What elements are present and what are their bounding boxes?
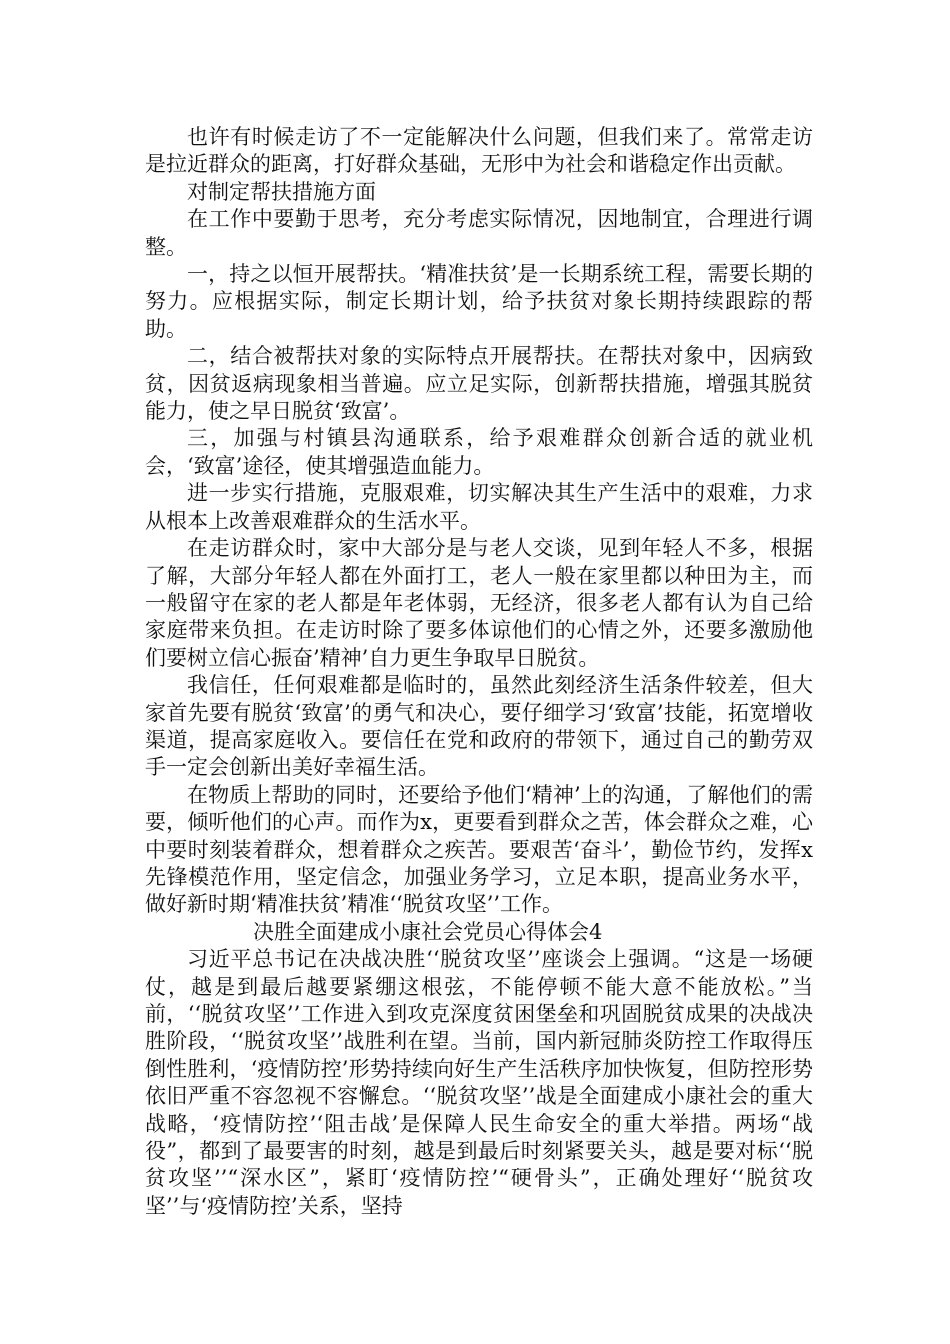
paragraph-spiritual-support: 在物质上帮助的同时，还要给予他们‘精神’上的沟通，了解他们的需要，倾听他们的心声。而作为x，更要看到群众之苦，体会群众之难，心中要时刻装着群众，想着群众之疾苦。要艰苦‘奋斗’，勤俭节约，发挥x先锋模范作用，坚定信念，加强业务学习，立足本职，提高业务水平，做好新时期‘精准扶贫’精准‘‘脱贫攻坚’’工作。 <box>145 782 813 917</box>
paragraph-confidence: 我信任，任何艰难都是临时的，虽然此刻经济生活条件较差，但大家首先要有脱贫‘致富’的勇气和决心，要仔细学习‘致富’技能，拓宽增收渠道，提高家庭收入。要信任在党和政府的带领下，通过自己的勤劳双手一定会创新出美好幸福生活。 <box>145 673 813 780</box>
section-heading-assistance-measures: 对制定帮扶措施方面 <box>187 179 376 204</box>
document-body <box>145 124 813 1220</box>
paragraph-decisive-battle: 习近平总书记在决战决胜‘‘脱贫攻坚’’座谈会上强调。“这是一场硬仗，越是到最后越要紧绷这根弦，不能停顿不能大意不能放松。”当前，‘‘脱贫攻坚’’工作进入到攻克深度贫困堡垒和巩固脱贫成果的决战决胜阶段，‘‘脱贫攻坚’’战胜利在望。当前，国内新冠肺炎防控工作取得压倒性胜利，‘疫情防控’形势持续向好生产生活秩序加快恢复，但防控形势依旧严重不容忽视不容懈怠。‘‘脱贫攻坚’’战是全面建成小康社会的重大战略，‘疫情防控’‘阻击战’是保障人民生命安全的重大举措。两场“战役”，都到了最要害的时刻，越是到最后时刻紧要关头，越是要对标‘‘脱贫攻坚’’“深水区”，紧盯‘疫情防控’“硬骨头”，正确处理好‘‘脱贫攻坚’’与‘疫情防控’关系，坚持 <box>145 947 813 1218</box>
paragraph-visit-contribution: 也许有时候走访了不一定能解决什么问题，但我们来了。常常走访是拉近群众的距离，打好群众基础，无形中为社会和谐稳定作出贡献。 <box>145 125 813 177</box>
article-title: 决胜全面建成小康社会党员心得体会4 <box>253 919 603 944</box>
paragraph-point-two: 二，结合被帮扶对象的实际特点开展帮扶。在帮扶对象中，因病致贫，因贫返病现象相当普遍。应立足实际，创新帮扶措施，增强其脱贫能力，使之早日脱贫‘致富’。 <box>145 344 813 424</box>
paragraph-point-one: 一，持之以恒开展帮扶。‘精准扶贫’是一长期系统工程，需要长期的努力。应根据实际，制定长期计划，给予扶贫对象长期持续跟踪的帮助。 <box>145 262 813 341</box>
paragraph-further-measures: 进一步实行措施，克服艰难，切实解决其生产生活中的艰难，力求从根本上改善艰难群众的生活水平。 <box>145 481 813 533</box>
paragraph-point-three: 三，加强与村镇县沟通联系，给予艰难群众创新合适的就业机会，‘致富’途径，使其增强造血能力。 <box>145 426 813 478</box>
paragraph-think-adjust: 在工作中要勤于思考，充分考虑实际情况，因地制宜，合理进行调整。 <box>145 207 813 259</box>
paragraph-visiting-elderly: 在走访群众时，家中大部分是与老人交谈，见到年轻人不多，根据了解，大部分年轻人都在外面打工，老人一般在家里都以种田为主，而一般留守在家的老人都是年老体弱，无经济，很多老人都有认为自己给家庭带来负担。在走访时除了要多体谅他们的心情之外，还要多激励他们要树立信心振奋’精神’自力更生争取早日脱贫。 <box>145 536 813 670</box>
